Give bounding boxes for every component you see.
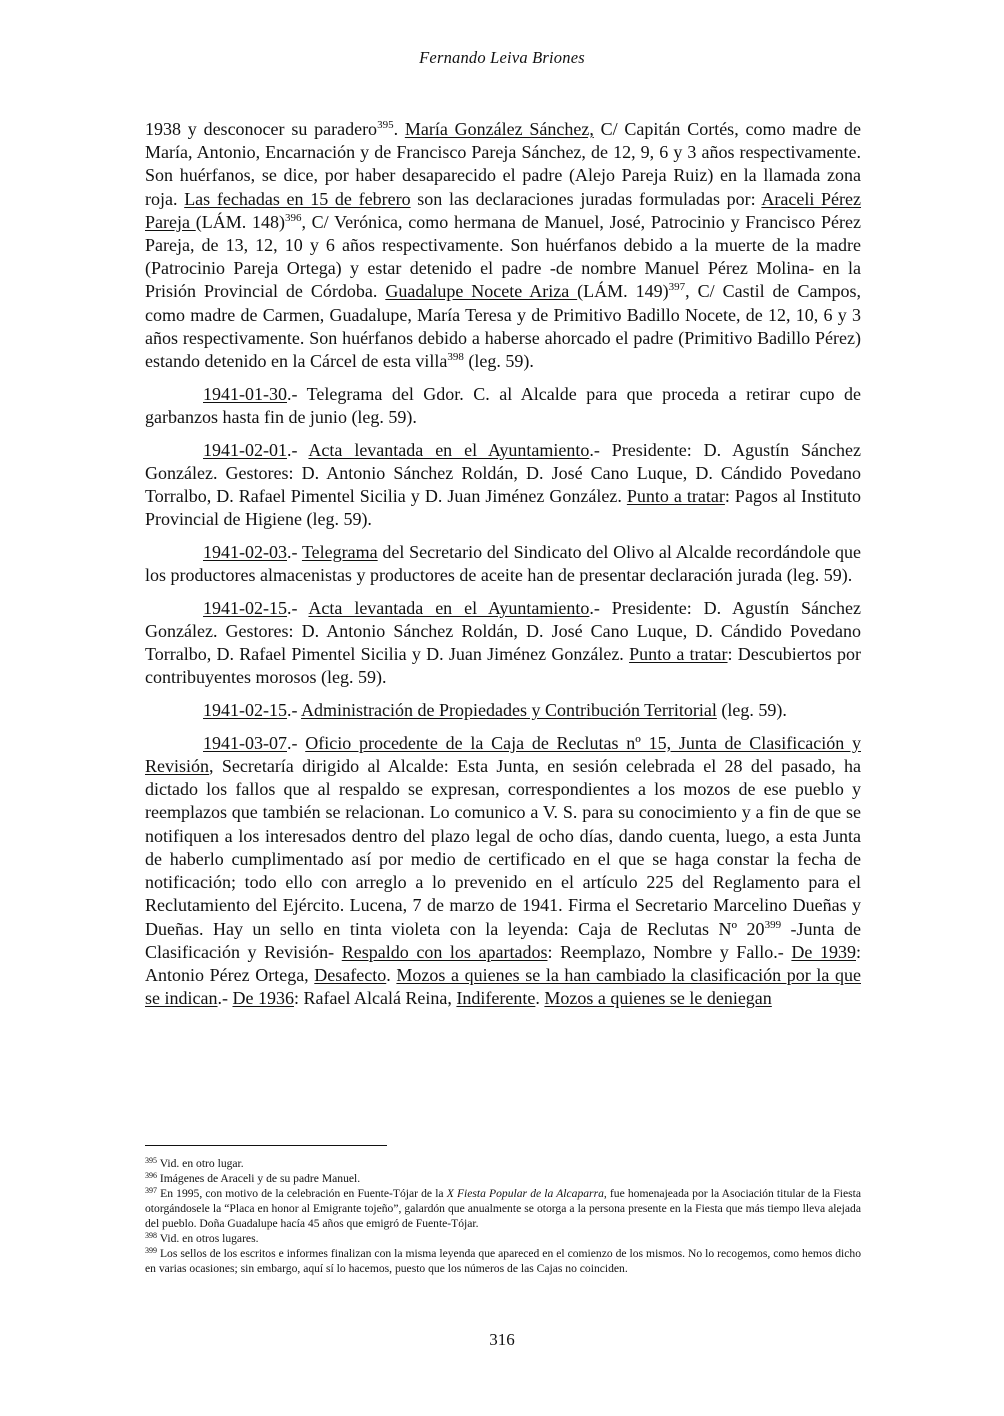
footnote: [145, 1186, 861, 1231]
text-run: .-: [287, 541, 302, 562]
footnote-ref: 397: [145, 1186, 157, 1195]
underlined-text: Punto a tratar: [629, 644, 728, 665]
text-run: , C/ Verónica, como hermana de Manuel, José, Patrocinio y Francisco Pérez Pareja, de 13, 12, 10 y 6 años respectivamente. Son huérfanos debido a la muerte de la madre (Patrocinio Pareja Ortega) y estar detenido el padre -de nombre Manuel Pérez Molina- en la Prisión Provincial de Córdoba.: [145, 211, 861, 302]
footnote-separator: [145, 1145, 387, 1146]
text-run: .: [535, 988, 545, 1009]
text-run: .-: [287, 700, 302, 721]
running-header: Fernando Leiva Briones: [419, 48, 585, 67]
underlined-text: Las fechadas en 15 de febrero: [184, 188, 411, 209]
paragraph: [145, 118, 861, 373]
footnote-ref: 399: [145, 1246, 157, 1255]
text-run: : Pagos al Instituto Provincial de Higiene (leg. 59).: [145, 486, 861, 530]
text-run: .- Presidente: D. Agustín Sánchez González. Gestores: D. Antonio Sánchez Roldán, D. José Cano Luque, D. Cándido Povedano Torralbo, D. Rafael Pimentel Sicilia y D. Juan Jiménez González.: [145, 439, 861, 507]
text-run: Imágenes de Araceli y de su padre Manuel.: [157, 1172, 361, 1185]
footnote-ref: 396: [284, 211, 302, 224]
footnote-ref: 398: [447, 351, 464, 364]
main-text: [145, 118, 861, 1020]
footnotes: [145, 1156, 861, 1276]
text-run: En 1995, con motivo de la celebración en Fuente-Tójar de la: [157, 1187, 447, 1200]
underlined-text: Araceli Pérez Pareja: [145, 188, 862, 232]
text-run: .-: [287, 439, 309, 460]
footnote-ref: 395: [145, 1156, 157, 1165]
text-run: Vid. en otro lugar.: [157, 1157, 244, 1170]
text-run: : Reemplazo, Nombre y Fallo.-: [547, 941, 792, 962]
italic-text: X Fiesta Popular de la Alcaparra: [446, 1187, 604, 1200]
underlined-text: De 1939: [791, 941, 856, 962]
footnote-ref: 396: [145, 1171, 157, 1180]
underlined-text: Administración de Propiedades y Contribución Territorial: [301, 700, 717, 721]
footnote-ref: 399: [764, 918, 782, 931]
text-run: (LÁM. 148): [195, 211, 285, 232]
footnote: [145, 1156, 861, 1171]
underlined-text: Mozos a quienes se la han cambiado la clasificación por la que se indican: [145, 964, 861, 1009]
text-run: : Antonio Pérez Ortega,: [145, 941, 862, 985]
footnote: [145, 1231, 861, 1246]
underlined-text: Respaldo con los apartados: [341, 941, 548, 962]
footnote-ref: 397: [668, 281, 686, 294]
underlined-text: Punto a tratar: [626, 486, 725, 507]
underlined-text: Indiferente: [456, 988, 536, 1009]
text-run: .- Telegrama del Gdor. C. al Alcalde para que proceda a retirar cupo de garbanzos hasta fin de junio (leg. 59).: [145, 383, 861, 427]
underlined-text: 1941-02-03: [203, 541, 287, 562]
text-run: , C/ Castil de Campos, como madre de Carmen, Guadalupe, María Teresa y de Primitivo Badillo Nocete, de 12, 10, 6 y 3 años respectivamente. Son huérfanos debido a haberse ahorcado el padre (Primitivo Badillo Pérez) estando detenido en la Cárcel de esta villa: [145, 281, 862, 372]
text-run: 1938 y desconocer su paradero: [145, 119, 378, 139]
paragraph: [145, 732, 861, 1010]
underlined-text: 1941-01-30: [203, 383, 287, 404]
text-run: (leg. 59).: [716, 700, 787, 721]
text-run: del Secretario del Sindicato del Olivo al Alcalde recordándole que los productores almacenistas y productores de aceite han de presentar declaración jurada (leg. 59).: [145, 541, 862, 586]
text-run: Los sellos de los escritos e informes finalizan con la misma leyenda que apareced en el comienzo de los mismos. No lo recogemos, como hemos dicho en varias ocasiones; sin embargo, aquí sí lo hacemos, puesto que los números de las Cajas no coinciden.: [145, 1247, 861, 1275]
page-number: 316: [489, 1330, 515, 1349]
text-run: , Secretaría dirigido al Alcalde: Esta Junta, en sesión celebrada el 28 del pasado, ha dictado los fallos que al respaldo se expresan, correspondientes a los mozos de ese pueblo y reemplazos que también se relacionan. Lo comunico a V. S. para su conocimiento y a fin de que se notifiquen a los interesados dentro del plazo legal de ocho días, dando cuenta, luego, a esta Junta de haberlo cumplimentado así por medio de certificado en el que se haga constar la fecha de notificación; todo ello con arreglo a lo prevenido en el artículo 225 del Reglamento para el Reclutamiento del Ejército. Lucena, 7 de marzo de 1941. Firma el Secretario Marcelino Dueñas y Dueñas. Hay un sello en tinta violeta con la leyenda: Caja de Reclutas Nº 20: [145, 756, 861, 939]
underlined-text: Telegrama: [301, 541, 378, 562]
underlined-text: Oficio procedente de la Caja de Reclutas nº 15, Junta de Clasificación y Revisión: [145, 732, 861, 777]
text-run: .-: [287, 732, 306, 753]
text-run: .: [386, 964, 397, 985]
footnote-ref: 395: [377, 119, 394, 131]
text-run: , fue homenajeada por la Asociación titular de la Fiesta otorgándosele la “Placa en honor al Emigrante tojeño”, galardón que anualmente se otorga a la persona presente en la Fiesta que más tiempo lleva alejada del pueblo. Doña Guadalupe hacía 45 años que emigró de Fuente-Tójar.: [145, 1187, 862, 1230]
text-run: : Rafael Alcalá Reina,: [293, 988, 457, 1009]
footnote: [145, 1246, 861, 1276]
underlined-text: Guadalupe Nocete Ariza: [385, 281, 578, 302]
underlined-text: Acta levantada en el Ayuntamiento: [308, 597, 590, 618]
footnote: [145, 1171, 861, 1186]
paragraph: [145, 597, 861, 690]
text-run: Vid. en otros lugares.: [157, 1232, 259, 1245]
underlined-text: De 1936: [232, 988, 294, 1009]
paragraph: [145, 541, 861, 587]
text-run: (LÁM. 149): [577, 281, 669, 302]
text-run: -Junta de Clasificación y Revisión-: [145, 918, 861, 962]
text-run: .-: [287, 597, 309, 618]
text-run: .: [393, 119, 405, 139]
underlined-text: Acta levantada en el Ayuntamiento: [308, 439, 590, 460]
paragraph: [145, 383, 861, 429]
underlined-text: María González Sánchez,: [404, 119, 594, 139]
text-run: .-: [217, 988, 233, 1009]
underlined-text: 1941-02-15: [203, 597, 287, 618]
text-run: .- Presidente: D. Agustín Sánchez González. Gestores: D. Antonio Sánchez Roldán, D. José Cano Luque, D. Cándido Povedano Torralbo, D. Rafael Pimentel Sicilia y D. Juan Jiménez González.: [145, 597, 861, 665]
text-run: (leg. 59).: [463, 351, 534, 372]
underlined-text: 1941-02-01: [203, 439, 287, 460]
underlined-text: Desafecto: [314, 964, 387, 985]
underlined-text: 1941-02-15: [203, 700, 287, 721]
text-run: : Descubiertos por contribuyentes morosos (leg. 59).: [145, 644, 861, 688]
text-run: son las declaraciones juradas formuladas por:: [410, 188, 762, 209]
paragraph: [145, 439, 861, 532]
underlined-text: Mozos a quienes se le deniegan: [544, 988, 772, 1009]
underlined-text: 1941-03-07: [203, 732, 287, 753]
text-run: C/ Capitán Cortés, como madre de María, Antonio, Encarnación y de Francisco Pareja Sánchez, de 12, 9, 6 y 3 años respectivamente. Son huérfanos, se dice, por haber desaparecido el padre (Alejo Pareja Ruiz) en la llamada zona roja.: [145, 119, 862, 209]
footnote-ref: 398: [145, 1231, 157, 1240]
paragraph: [145, 699, 861, 722]
